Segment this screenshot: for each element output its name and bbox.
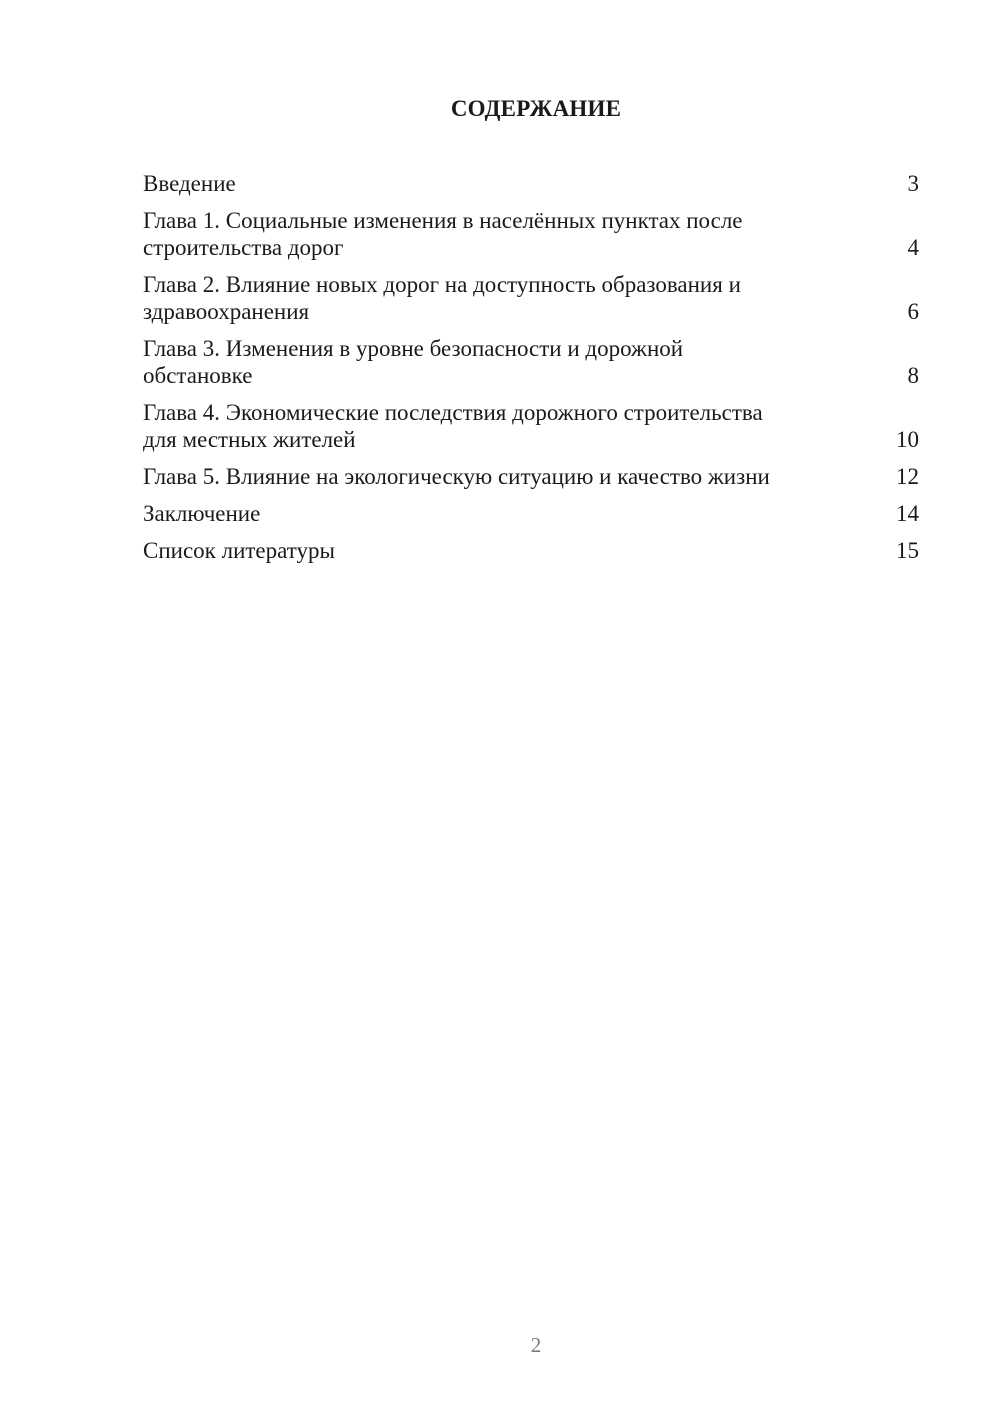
toc-entry-line: Глава 2. Влияние новых дорог на доступность образования и	[143, 272, 741, 297]
toc-entry	[143, 399, 919, 453]
toc-entry-page-number: 10	[896, 427, 919, 452]
toc-entry	[143, 207, 919, 261]
toc-entry-page-number: 6	[907, 299, 919, 324]
toc-entry-label	[143, 335, 908, 389]
toc-entry-line: Глава 4. Экономические последствия дорожного строительства	[143, 400, 763, 425]
table-of-contents	[143, 170, 919, 574]
toc-entry-line: Глава 3. Изменения в уровне безопасности и дорожной	[143, 336, 684, 361]
toc-entry-line: Глава 5. Влияние на экологическую ситуацию и качество жизни	[143, 464, 770, 489]
page-title: СОДЕРЖАНИЕ	[450, 96, 622, 121]
toc-entry	[143, 537, 919, 564]
toc-entry-label	[143, 500, 896, 527]
toc-entry	[143, 500, 919, 527]
toc-entry-page-number: 14	[896, 501, 919, 526]
toc-entry-label	[143, 207, 908, 261]
toc-entry-page-number: 8	[907, 363, 919, 388]
toc-entry-label	[143, 463, 896, 490]
toc-entry-label	[143, 537, 896, 564]
toc-entry-line: здравоохранения	[143, 299, 310, 324]
toc-entry-label	[143, 399, 896, 453]
toc-entry-line: Глава 1. Социальные изменения в населённых пунктах после	[143, 208, 743, 233]
toc-entry-label	[143, 271, 908, 325]
page-number: 2	[530, 1333, 542, 1357]
toc-entry-line: Заключение	[143, 501, 261, 526]
toc-entry-line: для местных жителей	[143, 427, 356, 452]
toc-entry-page-number: 3	[907, 171, 919, 196]
toc-entry	[143, 170, 919, 197]
toc-entry	[143, 463, 919, 490]
toc-entry	[143, 335, 919, 389]
toc-entry-page-number: 12	[896, 464, 919, 489]
toc-entry-line: строительства дорог	[143, 235, 344, 260]
toc-entry-page-number: 15	[896, 538, 919, 563]
toc-entry	[143, 271, 919, 325]
toc-entry-line: обстановке	[143, 363, 253, 388]
toc-entry-page-number: 4	[907, 235, 919, 260]
toc-entry-line: Список литературы	[143, 538, 335, 563]
toc-entry-label	[143, 170, 908, 197]
toc-entry-line: Введение	[143, 171, 236, 196]
